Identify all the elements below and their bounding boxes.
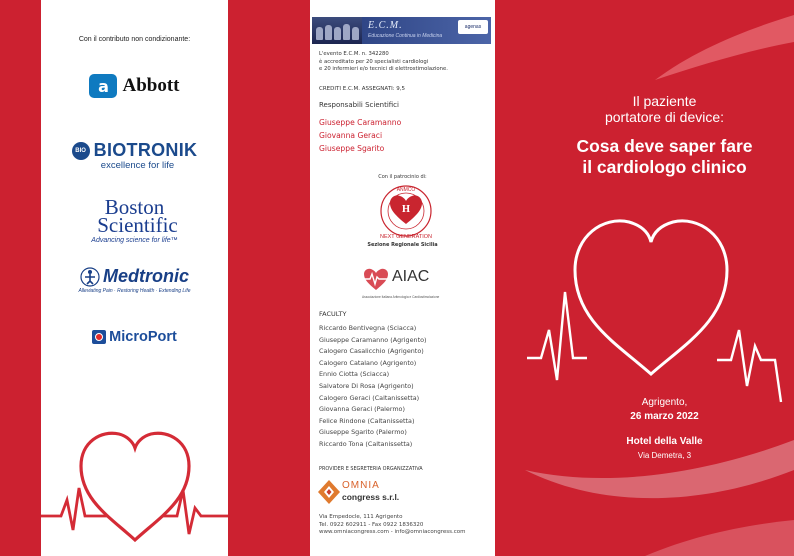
responsabili-heading: Responsabili Scientifici: [319, 101, 399, 109]
medtronic-mark-icon: [80, 267, 100, 287]
cover-city: Agrigento,: [641, 397, 688, 408]
responsabile-name: Giuseppe Sgarito: [319, 144, 385, 153]
microport-name: MicroPort: [109, 329, 177, 345]
ecm-line: e 20 infermieri e/o tecnici di elettrostimolazione.: [319, 66, 448, 73]
address-line: Tel. 0922 602911 - Fax 0922 1836320: [319, 521, 424, 528]
address-line: Via Empedocle, 111 Agrigento: [319, 514, 403, 520]
provider-address: [319, 514, 465, 537]
boston-line1: Boston: [104, 195, 165, 219]
faculty-member: Riccardo Bentivegna (Sciacca): [319, 324, 417, 332]
omnia-name: OMNIA: [342, 480, 380, 491]
boston-scientific-logo: [41, 195, 228, 244]
omnia-mark-icon: [318, 480, 340, 504]
omnia-company: congress s.r.l.: [342, 492, 400, 502]
agenas-logo: agenas: [458, 20, 488, 34]
provider-heading: PROVIDER E SEGRETERIA ORGANIZZATIVA: [319, 466, 423, 472]
cover-title-line1: Cosa deve saper fare: [576, 136, 753, 156]
faculty-member: Giuseppe Caramanno (Agrigento): [319, 335, 427, 344]
cover-date: 26 marzo 2022: [630, 411, 699, 422]
faculty-member: Calogero Catalano (Agrigento): [319, 358, 417, 367]
biotronik-name: BIOTRONIK: [93, 140, 198, 160]
svg-text:ANMCO: ANMCO: [396, 187, 416, 193]
ecm-banner-subtitle: Educazione Continua in Medicina: [368, 33, 443, 39]
info-panel: [310, 0, 495, 556]
faculty-member: Riccardo Tona (Caltanissetta): [319, 439, 413, 448]
boston-tagline: Advancing science for life™: [91, 237, 178, 244]
responsabili-list: [319, 116, 401, 155]
microport-mark-icon: [92, 330, 106, 344]
ecm-accreditation: [319, 51, 448, 74]
microport-logo: [41, 329, 228, 345]
patrocinio-heading: Con il patrocinio di:: [378, 174, 427, 180]
aiac-name: AIAC: [392, 268, 430, 285]
aiac-heart-icon: [362, 266, 390, 292]
faculty-list: [319, 323, 427, 451]
medtronic-logo: [41, 266, 228, 294]
biotronik-logo: [41, 140, 228, 171]
faculty-member: Felice Rindone (Caltanissetta): [319, 416, 415, 425]
center-red-strip: [228, 0, 310, 556]
faculty-member: Giovanna Geraci (Palermo): [319, 405, 405, 414]
address-line: www.omniacongress.com - info@omniacongress.com: [319, 529, 466, 536]
biotronik-mark-icon: BIO: [72, 142, 90, 160]
left-red-strip: [0, 0, 41, 556]
boston-line2: Scientific: [97, 213, 178, 237]
sponsors-panel: [41, 0, 228, 556]
faculty-heading: FACULTY: [319, 310, 347, 318]
faculty-member: Ennio Ciotta (Sciacca): [319, 370, 390, 379]
responsabile-name: Giuseppe Caramanno: [319, 118, 402, 127]
omnia-congress-logo: [318, 478, 408, 506]
faculty-member: Giuseppe Sgarito (Palermo): [319, 428, 407, 437]
ecm-photo: [312, 17, 362, 44]
svg-text:H: H: [401, 205, 411, 215]
sponsors-heading: Con il contributo non condizionante:: [78, 36, 191, 43]
medtronic-name: Medtronic: [102, 266, 189, 286]
ecm-line: è accreditato per 20 specialisti cardiologi: [319, 58, 429, 65]
cover-subtitle-line2: portatore di device:: [604, 109, 725, 125]
abbott-name: Abbott: [122, 75, 180, 96]
responsabile-name: Giovanna Geraci: [319, 131, 383, 140]
abbott-mark-icon: a: [89, 74, 117, 98]
faculty-member: Calogero Casalicchio (Agrigento): [319, 347, 424, 356]
ecm-banner: [312, 17, 491, 44]
medtronic-tagline: Alleviating Pain · Restoring Health · Extending Life: [78, 288, 191, 294]
faculty-member: Calogero Geraci (Caltanissetta): [319, 393, 420, 402]
cover-title-line2: il cardiologo clinico: [582, 157, 747, 177]
svg-text:NEXT GENERATION: NEXT GENERATION: [379, 234, 433, 240]
ecm-credits: CREDITI E.C.M. ASSEGNATI: 9,5: [319, 86, 406, 92]
heartbeat-heart-icon: [41, 408, 228, 548]
aiac-logo: [362, 262, 442, 302]
cover-panel: [495, 0, 794, 556]
biotronik-tagline: excellence for life: [100, 160, 175, 171]
anmco-section-label: Sezione Regionale Sicilia: [367, 242, 438, 248]
abbott-logo: [41, 74, 228, 98]
aiac-subtitle: Associazione Italiana Aritmologia e Cardiostimolazione: [362, 295, 440, 299]
anmco-seal-icon: [372, 182, 440, 240]
cover-street: Via Demetra, 3: [637, 451, 692, 460]
ecm-line: L'evento E.C.M. n. 342280: [319, 51, 389, 57]
cover-subtitle-line1: Il paziente: [632, 93, 697, 109]
faculty-member: Salvatore Di Rosa (Agrigento): [319, 381, 414, 390]
ecm-banner-title: E.C.M.: [368, 20, 403, 31]
cover-venue: Hotel della Valle: [626, 436, 703, 447]
cover-decoration: [495, 0, 794, 556]
